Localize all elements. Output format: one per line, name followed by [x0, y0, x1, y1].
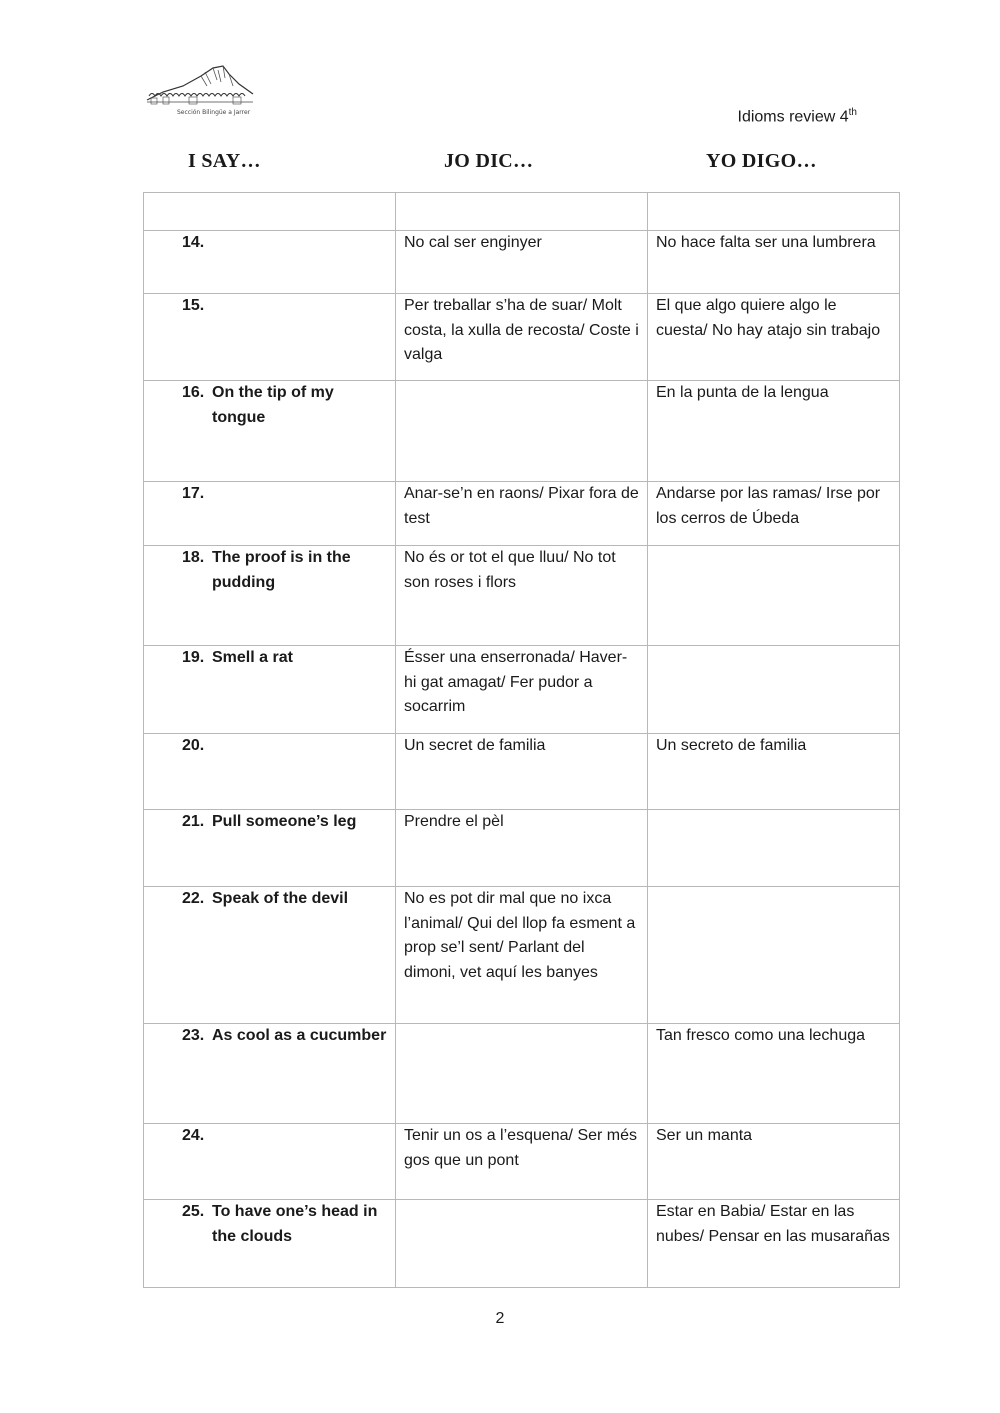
cell-spanish — [648, 193, 900, 231]
cell-english — [144, 810, 396, 887]
row-number: 21. — [182, 813, 205, 830]
cell-english — [144, 1024, 396, 1124]
table-row — [144, 810, 900, 887]
row-number: 23. — [182, 1027, 205, 1044]
cell-spanish: Un secreto de familia — [648, 734, 900, 810]
row-number: 17. — [182, 485, 205, 502]
table-row — [144, 546, 900, 646]
cell-spanish — [648, 887, 900, 1024]
english-text: The proof is in the pudding — [212, 549, 351, 591]
english-text — [212, 294, 387, 319]
table-row — [144, 482, 900, 546]
row-number: 18. — [182, 549, 205, 566]
english-text — [212, 1124, 387, 1149]
english-idiom — [152, 546, 387, 595]
english-idiom — [152, 734, 387, 759]
column-heading-english: I SAY… — [188, 150, 261, 172]
english-idiom — [152, 231, 387, 256]
english-idiom — [152, 887, 387, 912]
row-number: 20. — [182, 737, 205, 754]
english-text — [212, 734, 387, 759]
english-idiom — [152, 294, 387, 319]
cell-english — [144, 646, 396, 734]
cell-english — [144, 193, 396, 231]
cell-catalan — [396, 193, 648, 231]
table-row — [144, 887, 900, 1024]
cell-english — [144, 231, 396, 294]
school-logo — [143, 62, 257, 118]
cell-english — [144, 1124, 396, 1200]
table-row — [144, 381, 900, 482]
english-idiom — [152, 381, 387, 430]
row-number: 16. — [182, 384, 205, 401]
cell-english — [144, 294, 396, 381]
table-row — [144, 294, 900, 381]
cell-english — [144, 546, 396, 646]
document-title — [738, 107, 858, 126]
row-number: 24. — [182, 1127, 205, 1144]
cell-catalan: Prendre el pèl — [396, 810, 648, 887]
cell-catalan — [396, 1024, 648, 1124]
english-idiom — [152, 1200, 387, 1249]
cell-catalan: Per treballar s’ha de suar/ Molt costa, la xulla de recosta/ Coste i valga — [396, 294, 648, 381]
cell-spanish: Andarse por las ramas/ Irse por los cerros de Úbeda — [648, 482, 900, 546]
english-text: On the tip of my tongue — [212, 384, 334, 426]
cell-catalan: No és or tot el que lluu/ No tot son roses i flors — [396, 546, 648, 646]
cell-english — [144, 1200, 396, 1288]
cell-spanish — [648, 546, 900, 646]
english-text: Speak of the devil — [212, 890, 349, 907]
cell-spanish: Estar en Babia/ Estar en las nubes/ Pensar en las musarañas — [648, 1200, 900, 1288]
table-row — [144, 646, 900, 734]
cell-catalan: No cal ser enginyer — [396, 231, 648, 294]
cell-catalan — [396, 381, 648, 482]
cell-english — [144, 381, 396, 482]
row-number: 15. — [182, 297, 205, 314]
row-number: 19. — [182, 649, 205, 666]
table-row — [144, 734, 900, 810]
english-idiom — [152, 1124, 387, 1149]
table-row — [144, 231, 900, 294]
page-number: 2 — [495, 1310, 505, 1327]
cell-spanish: Ser un manta — [648, 1124, 900, 1200]
english-idiom — [152, 646, 387, 671]
cell-catalan — [396, 1200, 648, 1288]
row-number: 22. — [182, 890, 205, 907]
english-text: Pull someone’s leg — [212, 813, 357, 830]
english-idiom — [152, 810, 387, 835]
logo-caption: Sección Bilingüe a Jarrer — [177, 109, 251, 116]
idioms-table — [143, 192, 900, 1288]
english-idiom — [152, 1024, 387, 1049]
cell-english — [144, 887, 396, 1024]
cell-spanish — [648, 810, 900, 887]
english-text: Smell a rat — [212, 649, 293, 666]
table-row — [144, 1200, 900, 1288]
row-number: 25. — [182, 1203, 205, 1220]
document-title-text: Idioms review 4 — [737, 108, 849, 126]
english-text — [212, 231, 387, 256]
cell-catalan: Anar-se’n en raons/ Pixar fora de test — [396, 482, 648, 546]
cell-spanish: El que algo quiere algo le cuesta/ No hay atajo sin trabajo — [648, 294, 900, 381]
cell-english — [144, 734, 396, 810]
cell-spanish: Tan fresco como una lechuga — [648, 1024, 900, 1124]
cell-english — [144, 482, 396, 546]
cell-spanish — [648, 646, 900, 734]
english-idiom — [152, 482, 387, 507]
english-text: To have one’s head in the clouds — [212, 1203, 378, 1245]
table-row — [144, 1124, 900, 1200]
cell-catalan: Ésser una enserronada/ Haver-hi gat amagat/ Fer pudor a socarrim — [396, 646, 648, 734]
cell-catalan: No es pot dir mal que no ixca l’animal/ Qui del llop fa esment a prop se’l sent/ Parlant del dimoni, vet aquí les banyes — [396, 887, 648, 1024]
english-text: As cool as a cucumber — [212, 1027, 387, 1044]
cell-spanish: En la punta de la lengua — [648, 381, 900, 482]
column-heading-catalan: JO DIC… — [444, 150, 534, 172]
cell-catalan: Tenir un os a l’esquena/ Ser més gos que un pont — [396, 1124, 648, 1200]
cell-catalan: Un secret de familia — [396, 734, 648, 810]
row-number: 14. — [182, 234, 205, 251]
cell-spanish: No hace falta ser una lumbrera — [648, 231, 900, 294]
table-row — [144, 193, 900, 231]
document-title-superscript: th — [848, 107, 857, 118]
column-heading-spanish: YO DIGO… — [706, 150, 817, 172]
english-text — [212, 482, 387, 507]
table-row — [144, 1024, 900, 1124]
